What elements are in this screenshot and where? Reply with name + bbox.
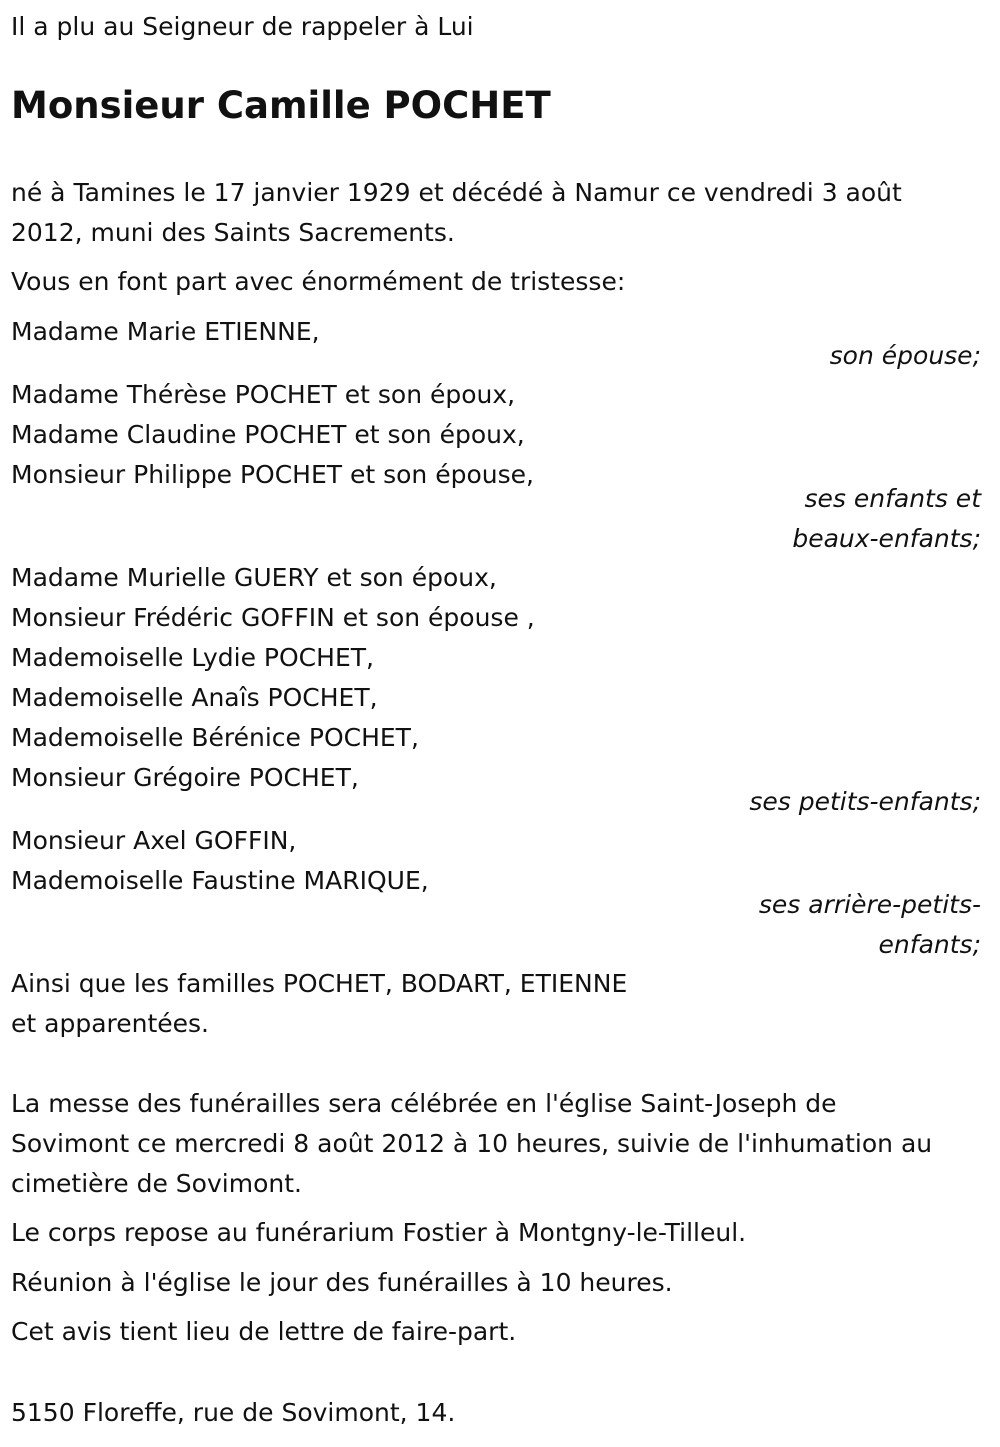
grandchild-name: Mademoiselle Lydie POCHET,: [11, 643, 374, 672]
address-text: [11, 1393, 981, 1433]
body-rests-line: Le corps repose au funérarium Fostier à Montgny-le-Tilleul.: [11, 1218, 747, 1247]
great-grandchild-name: Monsieur Axel GOFFIN,: [11, 826, 297, 855]
notice-line: Cet avis tient lieu de lettre de faire-part.: [11, 1317, 517, 1346]
announce-line: Vous en font part avec énormément de tristesse:: [11, 267, 626, 296]
grandchild-name: Madame Murielle GUERY et son époux,: [11, 563, 497, 592]
spouse-role: son épouse;: [829, 341, 981, 370]
children-role-line-1: ses enfants et: [804, 484, 981, 513]
funeral-line-2: Sovimont ce mercredi 8 août 2012 à 10 heures, suivie de l'inhumation au: [11, 1129, 933, 1158]
families-line-1: Ainsi que les familles POCHET, BODART, ETIENNE: [11, 969, 628, 998]
funeral-line-1: La messe des funérailles sera célébrée en l'église Saint-Joseph de: [11, 1089, 837, 1118]
great-grandchildren-section: [11, 821, 981, 965]
great-grandchildren-role-line-1: ses arrière-petits-: [758, 890, 981, 919]
funeral-line-3: cimetière de Sovimont.: [11, 1169, 302, 1198]
grandchildren-section: [11, 558, 981, 822]
children-section: [11, 375, 981, 559]
families-paragraph: [11, 964, 981, 1044]
birth-line-1: né à Tamines le 17 janvier 1929 et décédé à Namur ce vendredi 3 août: [11, 178, 902, 207]
grandchild-name: Monsieur Grégoire POCHET,: [11, 763, 359, 792]
intro-text: Il a plu au Seigneur de rappeler à Lui: [11, 12, 474, 41]
child-name: Madame Claudine POCHET et son époux,: [11, 420, 525, 449]
announce-text: [11, 262, 981, 302]
notice-text: [11, 1312, 981, 1352]
grandchildren-role: ses petits-enfants;: [749, 787, 981, 816]
great-grandchild-name: Mademoiselle Faustine MARIQUE,: [11, 866, 429, 895]
birth-line-2: 2012, muni des Saints Sacrements.: [11, 218, 455, 247]
body-rests-text: [11, 1213, 981, 1253]
grandchild-name: Mademoiselle Bérénice POCHET,: [11, 723, 419, 752]
children-role-line-2: beaux-enfants;: [792, 524, 981, 553]
child-name: Madame Thérèse POCHET et son époux,: [11, 380, 516, 409]
reunion-line: Réunion à l'église le jour des funérailles à 10 heures.: [11, 1268, 673, 1297]
child-name: Monsieur Philippe POCHET et son épouse,: [11, 460, 534, 489]
grandchild-name: Mademoiselle Anaîs POCHET,: [11, 683, 378, 712]
great-grandchildren-role-line-2: enfants;: [878, 930, 981, 959]
birth-death-paragraph: [11, 173, 981, 253]
deceased-name: Monsieur Camille POCHET: [11, 84, 551, 127]
reunion-text: [11, 1263, 981, 1303]
spouse-section: [11, 312, 981, 376]
funeral-paragraph: [11, 1084, 981, 1204]
address-line: 5150 Floreffe, rue de Sovimont, 14.: [11, 1398, 456, 1427]
families-line-2: et apparentées.: [11, 1009, 209, 1038]
grandchild-name: Monsieur Frédéric GOFFIN et son épouse ,: [11, 603, 535, 632]
spouse-name: Madame Marie ETIENNE,: [11, 317, 320, 346]
